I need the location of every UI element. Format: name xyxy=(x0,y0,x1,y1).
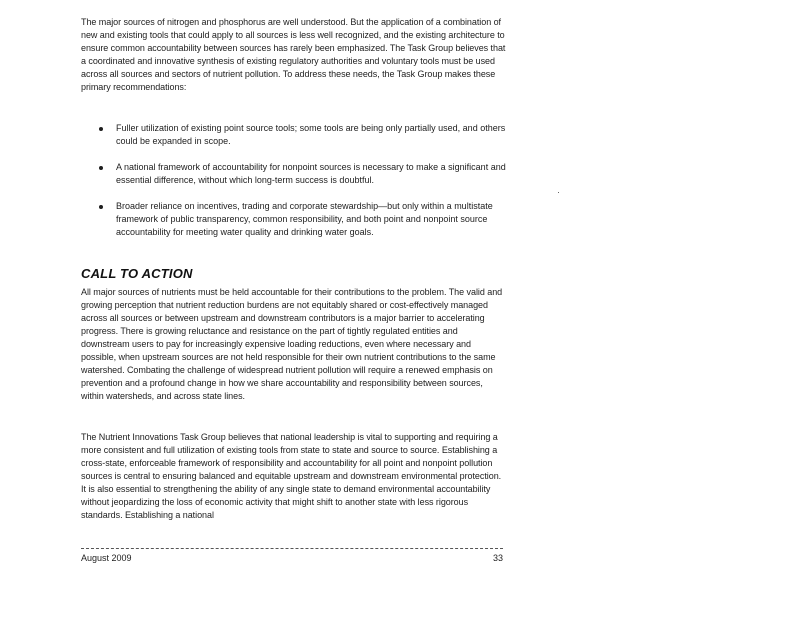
call-to-action-paragraph: The Nutrient Innovations Task Group believes that national leadership is vital to supporting and requiring a more consistent and full utilization of existing tools from state to state and source to source. Establishing a cross-state, enforceable framework of responsibility and accountability for all point and nonpoint pollution sources is central to ensuring balanced and equitable upstream and downstream environmental protection. It is also essential to strengthening the ability of any single state to demand environmental accountability without jeopardizing the loss of economic activity that might shift to another state with less rigorous standards. Establishing a national xyxy=(81,432,502,520)
bullet-icon xyxy=(99,166,103,170)
recommendation-text: Broader reliance on incentives, trading and corporate stewardship—but only within a multistate framework of public transparency, common responsibility, and both point and nonpoint source accountability for meeting water quality and drinking water goals. xyxy=(116,201,493,237)
recommendation-text: A national framework of accountability for nonpoint sources is necessary to make a significant and essential difference, without which long-term success is doubtful. xyxy=(116,162,506,185)
recommendations-list xyxy=(81,122,506,252)
recommendation-item xyxy=(81,161,506,187)
intro-paragraph: The major sources of nitrogen and phosphorus are well understood. But the application of a combination of new and existing tools that could apply to all sources is less well recognized, and the existing architecture to ensure common accountability between sources has rarely been emphasized. The Task Group believes that a coordinated and innovative synthesis of existing regulatory authorities and voluntary tools must be used across all sources and sectors of nutrient pollution. To address these needs, the Task Group makes these primary recommendations: xyxy=(81,17,506,92)
recommendation-text: Fuller utilization of existing point source tools; some tools are being only partially used, and others could be expanded in scope. xyxy=(116,123,506,146)
scan-speck xyxy=(558,192,559,193)
cropped-top-line xyxy=(88,0,404,3)
recommendation-item xyxy=(81,200,506,239)
call-to-action-paragraph: All major sources of nutrients must be held accountable for their contributions to the problem. The valid and growing perception that nutrient reduction burdens are not equitably shared or cost-effectively managed across all sources or between upstream and downstream contributors is a major barrier to accelerating progress. There is growing reluctance and resistance on the part of tightly regulated entities and downstream users to pay for increasingly expensive loading reductions, even where necessary and possible, when upstream sources are not held responsible for their own nutrient contributions to the same watershed. Combating the challenge of widespread nutrient pollution will require a renewed emphasis on prevention and a profound change in how we share accountability and responsibility between sources, within watersheds, and across state lines. xyxy=(81,287,503,401)
footer-date: August 2009 xyxy=(81,553,132,563)
page-number: 33 xyxy=(493,553,504,563)
recommendation-item xyxy=(81,122,506,148)
bullet-icon xyxy=(99,205,103,209)
bullet-icon xyxy=(99,127,103,131)
footer-divider xyxy=(81,548,503,549)
section-heading: CALL TO ACTION xyxy=(81,266,193,281)
